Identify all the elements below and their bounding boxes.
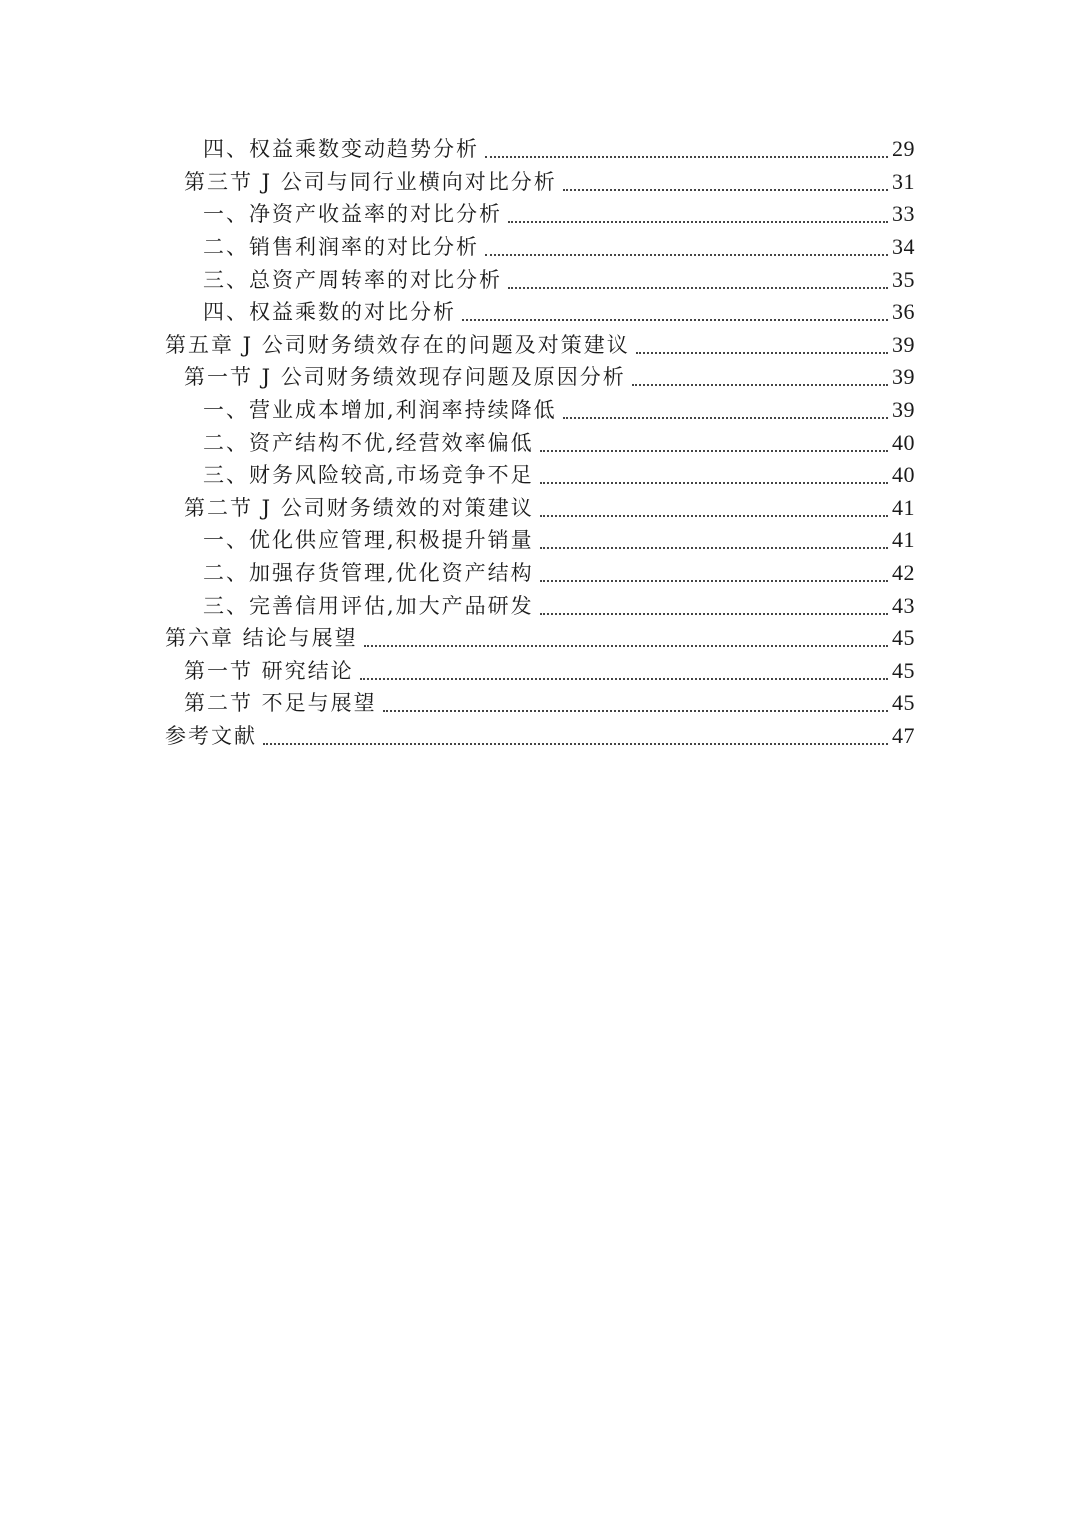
toc-entry-title: 三、完善信用评估,加大产品研发 (203, 593, 534, 618)
toc-entry[interactable] (0, 361, 1080, 394)
toc-entry[interactable] (0, 557, 1080, 590)
toc-entry-title: 第一节 研究结论 (184, 658, 354, 683)
toc-entry-title: 第一节 J 公司财务绩效现存问题及原因分析 (184, 365, 626, 390)
toc-entry[interactable] (0, 329, 1080, 362)
toc-entry-page: 45 (892, 657, 915, 683)
toc-entry-title: 四、权益乘数的对比分析 (203, 300, 456, 325)
toc-entry-title: 三、总资产周转率的对比分析 (203, 267, 502, 292)
toc-entry-page: 42 (892, 560, 915, 586)
toc-entry-page: 31 (892, 168, 915, 194)
toc-leader-dots (563, 417, 888, 419)
toc-entry-page: 43 (892, 592, 915, 618)
toc-entry-page: 40 (892, 429, 915, 455)
toc-entry-title: 第二节 J 公司财务绩效的对策建议 (184, 495, 534, 520)
toc-entry-title: 二、加强存货管理,优化资产结构 (203, 561, 534, 586)
toc-entry-title: 三、财务风险较高,市场竞争不足 (203, 463, 534, 488)
toc-entry-page: 40 (892, 462, 915, 488)
toc-entry-title: 一、优化供应管理,积极提升销量 (203, 528, 534, 553)
toc-entry-page: 39 (892, 397, 915, 423)
toc-entry[interactable] (0, 622, 1080, 655)
toc-entry-page: 33 (892, 201, 915, 227)
toc-entry[interactable] (0, 720, 1080, 753)
toc-entry-page: 39 (892, 331, 915, 357)
toc-entry[interactable] (0, 589, 1080, 622)
toc-entry-title: 第二节 不足与展望 (184, 691, 377, 716)
toc-entry-title: 参考文献 (165, 723, 257, 748)
table-of-contents (0, 133, 1080, 752)
toc-entry-title: 一、净资产收益率的对比分析 (203, 202, 502, 227)
toc-leader-dots (485, 254, 888, 256)
toc-entry[interactable] (0, 198, 1080, 231)
toc-entry-title: 二、资产结构不优,经营效率偏低 (203, 430, 534, 455)
toc-entry-title: 第五章 J 公司财务绩效存在的问题及对策建议 (165, 332, 630, 357)
toc-entry[interactable] (0, 166, 1080, 199)
toc-leader-dots (636, 352, 888, 354)
toc-entry-page: 41 (892, 494, 915, 520)
toc-entry-page: 34 (892, 234, 915, 260)
toc-leader-dots (563, 189, 888, 191)
toc-entry[interactable] (0, 231, 1080, 264)
toc-leader-dots (360, 678, 888, 680)
toc-leader-dots (540, 482, 888, 484)
toc-leader-dots (462, 319, 888, 321)
toc-entry[interactable] (0, 492, 1080, 525)
toc-leader-dots (540, 580, 888, 582)
toc-leader-dots (364, 645, 888, 647)
toc-leader-dots (508, 221, 888, 223)
toc-entry[interactable] (0, 394, 1080, 427)
toc-entry-page: 45 (892, 625, 915, 651)
toc-entry[interactable] (0, 459, 1080, 492)
toc-leader-dots (508, 287, 888, 289)
toc-leader-dots (540, 515, 888, 517)
toc-entry[interactable] (0, 133, 1080, 166)
toc-entry[interactable] (0, 524, 1080, 557)
toc-entry-title: 二、销售利润率的对比分析 (203, 235, 479, 260)
toc-entry-page: 29 (892, 136, 915, 162)
toc-entry[interactable] (0, 687, 1080, 720)
toc-leader-dots (540, 613, 888, 615)
toc-entry-page: 47 (892, 722, 915, 748)
toc-entry-page: 36 (892, 299, 915, 325)
toc-leader-dots (540, 547, 888, 549)
toc-entry-page: 35 (892, 266, 915, 292)
toc-entry-page: 39 (892, 364, 915, 390)
toc-leader-dots (485, 156, 888, 158)
toc-entry[interactable] (0, 263, 1080, 296)
toc-entry[interactable] (0, 655, 1080, 688)
toc-leader-dots (540, 450, 888, 452)
toc-entry-page: 41 (892, 527, 915, 553)
toc-entry-title: 四、权益乘数变动趋势分析 (203, 137, 479, 162)
toc-entry[interactable] (0, 426, 1080, 459)
toc-leader-dots (632, 384, 888, 386)
toc-entry-title: 一、营业成本增加,利润率持续降低 (203, 398, 557, 423)
toc-entry-title: 第六章 结论与展望 (165, 626, 358, 651)
toc-entry-page: 45 (892, 690, 915, 716)
toc-entry-title: 第三节 J 公司与同行业横向对比分析 (184, 169, 557, 194)
toc-leader-dots (263, 743, 888, 745)
toc-leader-dots (383, 710, 888, 712)
toc-entry[interactable] (0, 296, 1080, 329)
